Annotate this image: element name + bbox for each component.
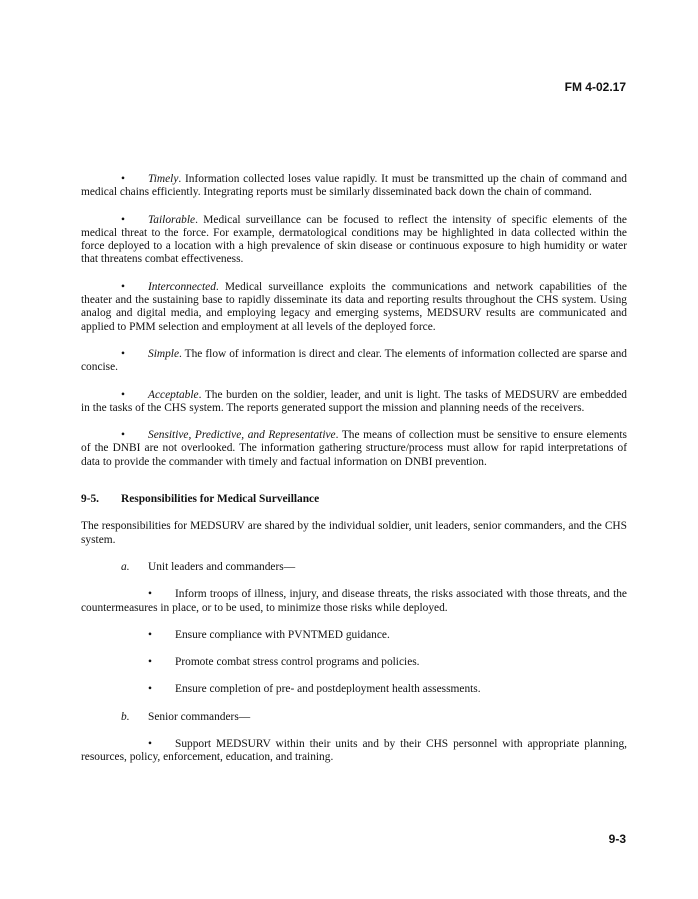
subsection-b-heading [121,711,627,724]
page-body [81,173,627,779]
characteristic-term: Acceptable [148,388,199,401]
bullet-icon: • [148,683,152,696]
characteristic-text: The burden on the soldier, leader, and unit is light. The tasks of MEDSURV are embedded in the tasks of the CHS system. The reports generated support the mission and planning needs of the receivers. [81,388,627,414]
section-heading [81,493,627,506]
bullet-icon: • [148,738,152,751]
list-item-text: Promote combat stress control programs and policies. [175,656,420,669]
bullet-icon: • [148,628,152,641]
characteristic-term: Interconnected [148,280,216,293]
characteristic-term: Timely [148,173,179,185]
section-intro: The responsibilities for MEDSURV are shared by the individual soldier, unit leaders, senior commanders, and the CHS system. [81,520,627,546]
list-item [148,629,627,642]
bullet-icon: • [148,656,152,669]
characteristic-term: Sensitive, Predictive, and Representative [148,429,336,442]
bullet-icon: • [148,588,152,601]
characteristic-text: The means of collection must be sensitive to ensure elements of the DNBI are not overlooked. The information gathering structure/process must allow for rapid interpretations of data to provide the commander with timely and factual information on DNBI prevention. [81,429,627,468]
list-item-text: Ensure compliance with PVNTMED guidance. [175,628,390,641]
subsection-label: Senior commanders— [148,710,251,723]
subsection-label: Unit leaders and commanders— [148,560,296,573]
bullet-icon: • [121,213,125,226]
section-title: Responsibilities for Medical Surveillance [121,493,320,506]
list-item [148,683,627,696]
characteristic-tailorable: • Tailorable. Medical surveillance can be focused to reflect the intensity of specific elements of the medical threat to the force. For example, dermatological conditions may be highlighted in data collected within the force deployed to a location with a high prevalence of skin disease or continuous exposure to high humidity or water that threatens combat effectiveness. [81,213,627,266]
list-item [81,588,627,615]
list-item-text: Support MEDSURV within their units and by their CHS personnel with appropriate planning, resources, policy, enforcement, education, and training. [81,738,627,764]
characteristic-text: Medical surveillance exploits the communications and network capabilities of the theater and the sustaining base to rapidly disseminate its data and reporting results throughout the CHS system. Using analog and digital media, and employing legacy and emerging systems, MEDSURV results are communicated and applied to PMM selection and employment at all levels of the deployed force. [81,280,627,333]
section-number: 9-5. [81,493,100,506]
characteristic-text: Medical surveillance can be focused to reflect the intensity of specific elements of the medical threat to the force. For example, dermatological conditions may be highlighted in data collected within the force deployed to a location with a high prevalence of skin disease or continuous exposure to high humidity or water that threatens combat effectiveness. [81,213,627,266]
characteristic-simple: • Simple. The flow of information is direct and clear. The elements of information collected are sparse and concise. [81,347,627,374]
list-item-text: Inform troops of illness, injury, and disease threats, the risks associated with those threats, and the countermeasures in place, or to be used, to minimize those risks while deployed. [81,588,627,614]
characteristic-term: Tailorable [148,213,196,226]
characteristic-text: The flow of information is direct and clear. The elements of information collected are sparse and concise. [81,347,627,374]
bullet-icon: • [121,347,125,360]
characteristic-interconnected: • Interconnected. Medical surveillance exploits the communications and network capabilities of the theater and the sustaining base to rapidly disseminate its data and reporting results throughout the CHS system. Using analog and digital media, and employing legacy and emerging systems, MEDSURV results are communicated and applied to PMM selection and employment at all levels of the deployed force. [81,280,627,333]
bullet-icon: • [121,280,125,293]
characteristic-text: Information collected loses value rapidly. It must be transmitted up the chain of command and medical chains efficiently. Integrating reports must be similarly disseminated back down the chain of command. [81,173,627,199]
characteristic-acceptable: • Acceptable. The burden on the soldier, leader, and unit is light. The tasks of MEDSURV are embedded in the tasks of the CHS system. The reports generated support the mission and planning needs of the receivers. [81,388,627,414]
characteristic-sensitive: • Sensitive, Predictive, and Representative. The means of collection must be sensitive to ensure elements of the DNBI are not overlooked. The information gathering structure/process must allow for rapid interpretations of data to provide the commander with timely and factual information on DNBI prevention. [81,429,627,468]
characteristic-timely: • Timely. Information collected loses value rapidly. It must be transmitted up the chain of command and medical chains efficiently. Integrating reports must be similarly disseminated back down the chain of command. [81,173,627,199]
subsection-letter: a. [121,560,130,573]
list-item [81,738,627,765]
page-number: 9-3 [608,832,626,846]
bullet-icon: • [121,429,125,442]
list-item-text: Ensure completion of pre- and postdeployment health assessments. [175,683,481,696]
bullet-icon: • [121,388,125,401]
list-item [148,656,627,669]
bullet-icon: • [121,173,125,185]
subsection-letter: b. [121,710,130,723]
document-id-header: FM 4-02.17 [564,80,626,94]
characteristic-term: Simple [148,347,180,360]
subsection-a-heading [121,561,627,574]
